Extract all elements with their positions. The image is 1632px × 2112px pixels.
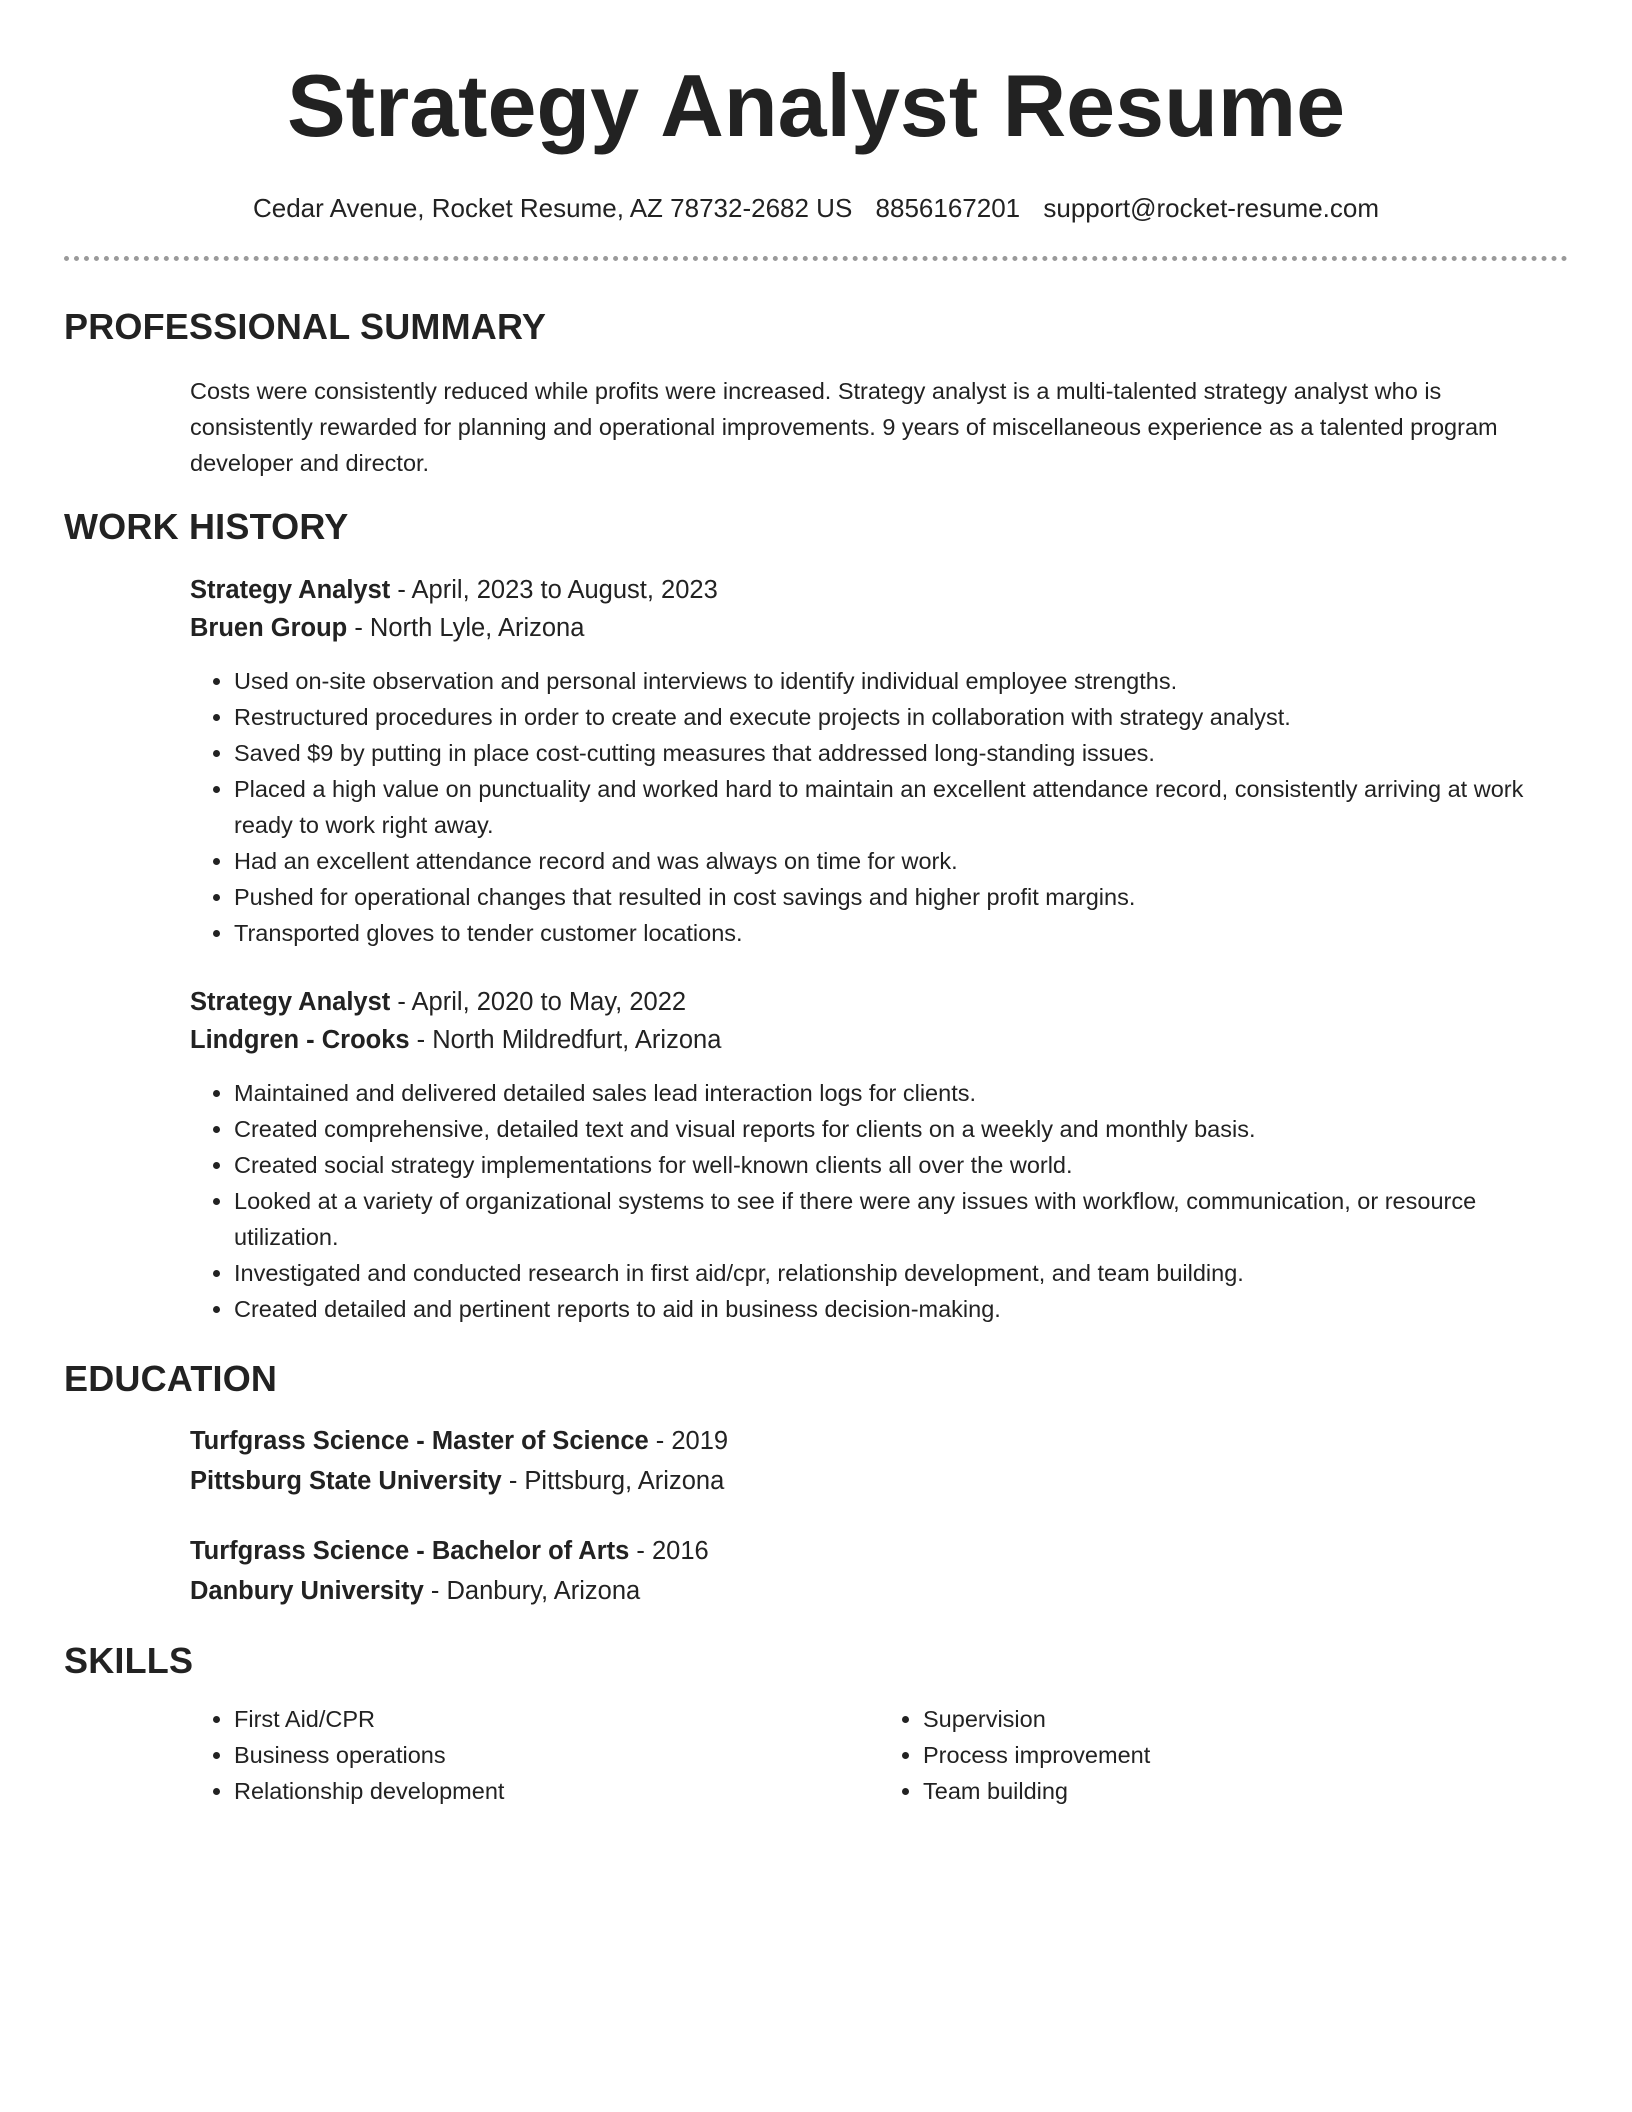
section-title-summary: PROFESSIONAL SUMMARY [64, 306, 547, 347]
list-item: • Placed a high value on punctuality and worked hard to maintain an excellent attendance record, consistently arriving at work ready to work right away. [234, 771, 1568, 843]
list-item: • Maintained and delivered detailed sales lead interaction logs for clients. [234, 1075, 1568, 1111]
degree-line [190, 1421, 1568, 1461]
list-item: • Saved $9 by putting in place cost-cutting measures that addressed long-standing issues. [234, 735, 1568, 771]
section-title-education: EDUCATION [64, 1358, 278, 1399]
summary-section [190, 373, 1568, 481]
skill-item: • Team building [923, 1773, 1568, 1809]
job-location: - North Lyle, Arizona [347, 614, 585, 642]
job-bullets [190, 663, 1568, 951]
job-company-line [190, 1021, 1568, 1059]
school-name: Pittsburg State University [190, 1467, 502, 1495]
list-item: • Transported gloves to tender customer locations. [234, 915, 1568, 951]
list-item: • Looked at a variety of organizational systems to see if there were any issues with workflow, communication, or resource utilization. [234, 1183, 1568, 1255]
education-entry [190, 1421, 1568, 1501]
list-item: • Created detailed and pertinent reports to aid in business decision-making. [234, 1291, 1568, 1327]
list-item: • Created comprehensive, detailed text and visual reports for clients on a weekly and monthly basis. [234, 1111, 1568, 1147]
list-item: • Restructured procedures in order to create and execute projects in collaboration with strategy analyst. [234, 699, 1568, 735]
job-company-line [190, 609, 1568, 647]
job-bullets [190, 1075, 1568, 1327]
education-entry [190, 1531, 1568, 1611]
list-item: • Used on-site observation and personal interviews to identify individual employee strengths. [234, 663, 1568, 699]
degree-name: Turfgrass Science - Master of Science [190, 1427, 649, 1455]
job-company: Lindgren - Crooks [190, 1026, 410, 1054]
school-name: Danbury University [190, 1577, 424, 1605]
job-company: Bruen Group [190, 614, 348, 642]
work-section [190, 571, 1568, 1327]
header-divider [64, 256, 1568, 261]
skill-item: • Process improvement [923, 1737, 1568, 1773]
skill-item: • First Aid/CPR [234, 1701, 879, 1737]
list-item: • Pushed for operational changes that resulted in cost savings and higher profit margins. [234, 879, 1568, 915]
skill-item: • Supervision [923, 1701, 1568, 1737]
education-section [190, 1421, 1568, 1611]
degree-name: Turfgrass Science - Bachelor of Arts [190, 1537, 630, 1565]
skills-list-right [879, 1701, 1568, 1809]
section-title-skills: SKILLS [64, 1640, 194, 1681]
resume-title: Strategy Analyst Resume [286, 56, 1346, 155]
job-entry [190, 983, 1568, 1327]
job-dates: - April, 2023 to August, 2023 [390, 576, 718, 604]
school-line [190, 1461, 1568, 1501]
skills-list-left [190, 1701, 879, 1809]
school-location: - Pittsburg, Arizona [501, 1467, 725, 1495]
list-item: • Had an excellent attendance record and was always on time for work. [234, 843, 1568, 879]
skill-item: • Relationship development [234, 1773, 879, 1809]
job-dates: - April, 2020 to May, 2022 [390, 988, 687, 1016]
contact-address: Cedar Avenue, Rocket Resume, AZ 78732-2682 US [252, 193, 853, 223]
degree-year: - 2019 [648, 1427, 729, 1455]
contact-phone: 8856167201 [875, 193, 1021, 223]
skills-section [190, 1701, 1568, 1809]
job-entry [190, 571, 1568, 951]
skill-item: • Business operations [234, 1737, 879, 1773]
contact-email: support@rocket-resume.com [1043, 193, 1380, 223]
job-title-line [190, 571, 1568, 609]
school-line [190, 1571, 1568, 1611]
section-title-work: WORK HISTORY [64, 506, 349, 547]
degree-year: - 2016 [629, 1537, 709, 1565]
job-role: Strategy Analyst [190, 988, 391, 1016]
list-item: • Created social strategy implementations for well-known clients all over the world. [234, 1147, 1568, 1183]
school-location: - Danbury, Arizona [423, 1577, 641, 1605]
job-location: - North Mildredfurt, Arizona [409, 1026, 722, 1054]
summary-text: Costs were consistently reduced while profits were increased. Strategy analyst is a multi-talented strategy analyst who is consistently rewarded for planning and operational improvements. 9 years of miscellaneous experience as a talented program developer and director. [190, 378, 1498, 476]
degree-line [190, 1531, 1568, 1571]
list-item: • Investigated and conducted research in first aid/cpr, relationship development, and team building. [234, 1255, 1568, 1291]
job-title-line [190, 983, 1568, 1021]
job-role: Strategy Analyst [190, 576, 391, 604]
contact-line [64, 192, 1568, 224]
